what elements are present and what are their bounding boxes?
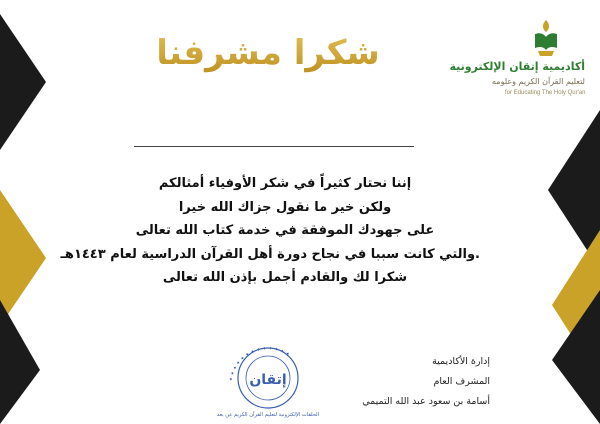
signature-role: المشرف العام	[433, 376, 490, 387]
open-quran-book-icon	[529, 18, 563, 58]
academy-subtitle: لتعليم القرآن الكريم وعلومه	[492, 77, 585, 86]
seal-ring-text: الحلقات الإلكترونية لتعليم القرآن الكريم عن بعد	[216, 412, 320, 418]
body-line: على جهودك الموفقة في خدمة كتاب الله تعالى	[135, 223, 435, 238]
academy-name: أكاديمية إتقان الإلكترونية	[449, 60, 585, 73]
title-divider	[134, 146, 414, 147]
certificate-title: شكرا مشرفنا العزيز	[118, 28, 418, 78]
body-line: ولكن خير ما نقول جزاك الله خيرا	[178, 199, 392, 215]
svg-text:✦ ✦ ✦ ✦ ✦ ✦ ✦ ✦ ✦ ✦ ✦ ✦ ✦: ✦ ✦ ✦ ✦ ✦ ✦ ✦ ✦ ✦ ✦ ✦ ✦ ✦	[228, 345, 291, 382]
seal-center-text: إتقان	[249, 372, 287, 388]
body-line: .والتي كانت سببا في نجاح دورة أهل القرآن الدراسية لعام ١٤٤٣هـ	[60, 246, 480, 262]
certificate-body	[60, 172, 480, 290]
left-chevron-decoration	[0, 0, 60, 424]
body-line: شكرا لك والقادم أجمل بإذن الله تعالى	[162, 270, 408, 285]
body-line: إننا نحتار كثيراً في شكر الأوفياء أمثالكم	[158, 176, 412, 191]
signature-department: إدارة الأكاديمية	[432, 356, 490, 367]
academy-english-tagline: for Educating The Holy Qur'an	[505, 90, 586, 96]
academy-logo	[449, 18, 586, 110]
circular-seal	[212, 340, 324, 420]
signature-name: أسامة بن سعود عبد الله التميمي	[362, 396, 490, 407]
signature-block	[362, 352, 490, 412]
